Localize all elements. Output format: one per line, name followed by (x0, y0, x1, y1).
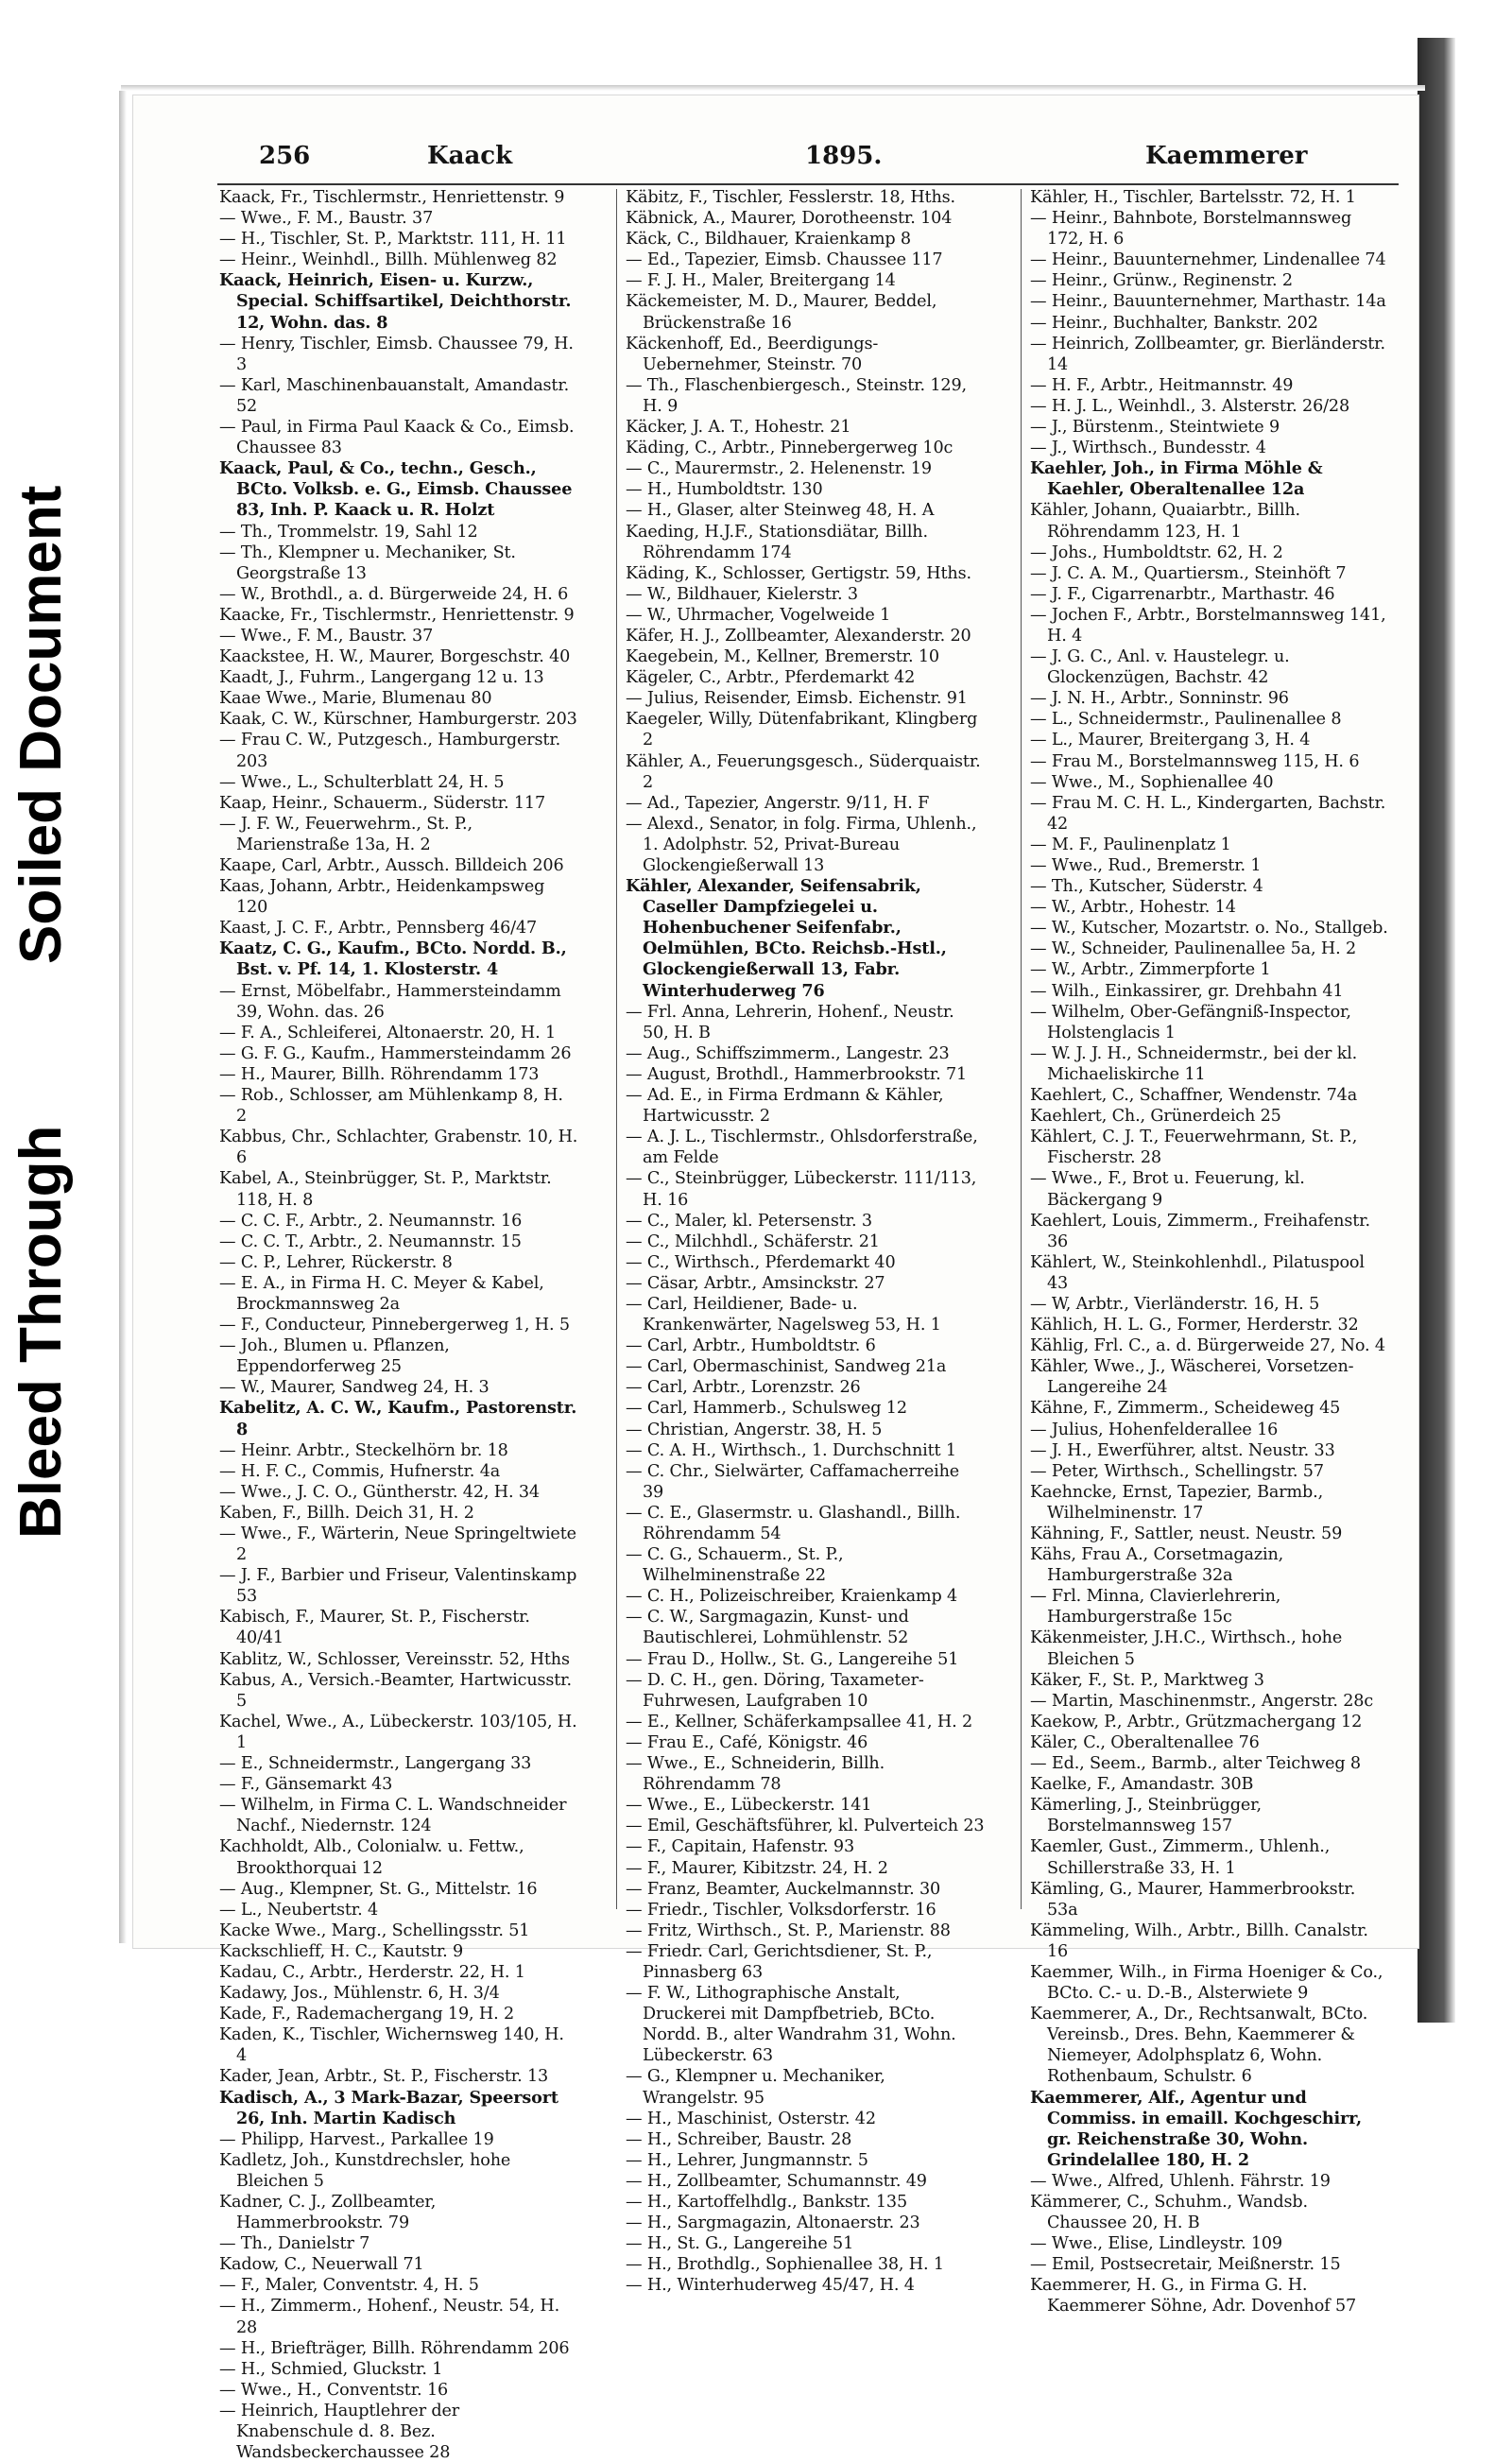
directory-entry: Kader, Jean, Arbtr., St. P., Fischerstr. 13 (219, 2067, 549, 2087)
directory-entry: — H., Zimmerm., Hohenf., Neustr. 54, H. 28 (219, 2297, 560, 2337)
directory-entry: Kadner, C. J., Zollbeamter, Hammerbrookstr. 79 (219, 2193, 437, 2233)
directory-entry: — H., Maschinist, Osterstr. 42 (626, 2109, 876, 2128)
directory-entry: — H., Glaser, alter Steinweg 48, H. A (626, 501, 935, 521)
directory-entry: Kähne, F., Zimmerm., Scheideweg 45 (1030, 1399, 1341, 1419)
directory-entry: — Heinr., Buchhalter, Bankstr. 202 (1030, 313, 1318, 333)
directory-entry: — Wwe., F. M., Baustr. 37 (219, 209, 434, 229)
directory-entry: — F., Maler, Conventstr. 4, H. 5 (219, 2276, 479, 2296)
directory-entry: — M. F., Paulinenplatz 1 (1030, 835, 1231, 854)
directory-entry: — J. F., Barbier und Friseur, Valentinskamp 53 (219, 1566, 577, 1607)
degradation-label (0, 485, 85, 1626)
directory-entry: — Heinr., Bauunternehmer, Lindenallee 74 (1030, 250, 1386, 270)
column-divider (1021, 189, 1022, 1909)
directory-entry: Kaehlert, C., Schaffner, Wendenstr. 74a (1030, 1086, 1358, 1106)
directory-entry: — C., Maurermstr., 2. Helenenstr. 19 (626, 459, 932, 479)
directory-entry: Kaape, Carl, Arbtr., Aussch. Billdeich 206 (219, 856, 564, 875)
scan-edge-left (119, 91, 127, 1943)
directory-entry: — Ed., Tapezier, Eimsb. Chaussee 117 (626, 250, 943, 270)
directory-entry: Kämerling, J., Steinbrügger, Borstelmannsweg 157 (1030, 1796, 1262, 1836)
directory-entry: Kadow, C., Neuerwall 71 (219, 2255, 424, 2275)
directory-entry: Kade, F., Rademachergang 19, H. 2 (219, 2005, 515, 2024)
directory-entry: — Emil, Geschäftsführer, kl. Pulverteich 23 (626, 1817, 985, 1836)
directory-entry: Kackschlieff, H. C., Kautstr. 9 (219, 1941, 464, 1961)
directory-entry: — Franz, Beamter, Auckelmannstr. 30 (626, 1879, 941, 1899)
directory-entry: — Cäsar, Arbtr., Amsinckstr. 27 (626, 1273, 885, 1293)
directory-entry: — Wilh., Einkassirer, gr. Drehbahn 41 (1030, 981, 1344, 1001)
directory-entry: Kaegebein, M., Kellner, Bremerstr. 10 (626, 647, 939, 667)
page-number: 256 (259, 142, 311, 170)
directory-entry: Kadisch, A., 3 Mark-Bazar, Speersort 26, Inh. Martin Kadisch (219, 2087, 558, 2128)
directory-entry: Kachel, Wwe., A., Lübeckerstr. 103/105, H. 1 (219, 1712, 577, 1752)
directory-entry: — Wwe., E., Lübeckerstr. 141 (626, 1796, 872, 1816)
directory-entry: Käfer, H. J., Zollbeamter, Alexanderstr. 20 (626, 626, 971, 646)
directory-entry: Kaast, J. C. F., Arbtr., Pennsberg 46/47 (219, 919, 538, 939)
directory-entry: — G., Klempner u. Mechaniker, Wrangelstr. 95 (626, 2067, 885, 2108)
directory-entry: — Th., Trommelstr. 19, Sahl 12 (219, 522, 478, 542)
directory-entry: — H., Kartoffelhdlg., Bankstr. 135 (626, 2193, 907, 2212)
degradation-label-part2: Soiled Document (9, 485, 74, 964)
header-year: 1895. (805, 142, 883, 170)
directory-entry: — W., Maurer, Sandweg 24, H. 3 (219, 1378, 490, 1398)
directory-entry: — H., Humboldtstr. 130 (626, 480, 823, 500)
header-left-word: Kaack (427, 142, 513, 170)
directory-entry: — Wwe., E., Schneiderin, Billh. Röhrendamm 78 (626, 1754, 885, 1795)
directory-entry: — Wwe., Alfred, Uhlenh. Fährstr. 19 (1030, 2171, 1331, 2191)
directory-entry: — H., Schreiber, Baustr. 28 (626, 2129, 852, 2149)
directory-entry: Kaack, Fr., Tischlermstr., Henriettenstr. 9 (219, 188, 565, 207)
directory-entry: Kaacke, Fr., Tischlermstr., Henriettenstr. 9 (219, 605, 575, 625)
directory-entry: Kaegeler, Willy, Dütenfabrikant, Klingberg 2 (626, 710, 978, 750)
directory-entry: Kaehlert, Louis, Zimmerm., Freihafenstr. 36 (1030, 1211, 1370, 1251)
directory-entry: — Carl, Obermaschinist, Sandweg 21a (626, 1357, 947, 1377)
directory-entry: — C. W., Sargmagazin, Kunst- und Bautischlerei, Lohmühlenstr. 52 (626, 1608, 909, 1648)
directory-entry: Kaae Wwe., Marie, Blumenau 80 (219, 689, 492, 709)
directory-entry: Käckenhoff, Ed., Beerdigungs-Uebernehmer, Steinstr. 70 (626, 334, 879, 374)
directory-entry: — H. J. L., Weinhdl., 3. Alsterstr. 26/28 (1030, 396, 1350, 416)
directory-entry: Kabel, A., Steinbrügger, St. P., Marktstr. 118, H. 8 (219, 1169, 552, 1210)
directory-entry: — J. F., Cigarrenarbtr., Marthastr. 46 (1030, 584, 1335, 604)
directory-entry: Kähler, Johann, Quaiarbtr., Billh. Röhrendamm 123, H. 1 (1030, 501, 1300, 542)
directory-entry: — Heinr. Arbtr., Steckelhörn br. 18 (219, 1440, 508, 1460)
directory-entry: — Heinr., Bahnbote, Borstelmannsweg 172, H. 6 (1030, 209, 1352, 250)
directory-entry: — W., Arbtr., Hohestr. 14 (1030, 898, 1236, 918)
directory-entry: Kählig, Frl. C., a. d. Bürgerweide 27, No. 4 (1030, 1336, 1385, 1356)
directory-entry: Kadau, C., Arbtr., Herderstr. 22, H. 1 (219, 1962, 525, 1982)
directory-entry: — H., Schmied, Gluckstr. 1 (219, 2359, 443, 2379)
directory-entry: Kähler, H., Tischler, Bartelsstr. 72, H. 1 (1030, 188, 1356, 207)
directory-entry: — Martin, Maschinenmstr., Angerstr. 28c (1030, 1691, 1374, 1711)
directory-entry: — J., Bürstenm., Steintwiete 9 (1030, 418, 1280, 438)
directory-entry: — H., Zollbeamter, Schumannstr. 49 (626, 2171, 927, 2191)
directory-entry: Kaelke, F., Amandastr. 30B (1030, 1775, 1254, 1795)
directory-entry: Kadawy, Jos., Mühlenstr. 6, H. 3/4 (219, 1984, 500, 2004)
directory-entry: — H., Sargmagazin, Altonaerstr. 23 (626, 2213, 920, 2233)
directory-entry: — C. C. T., Arbtr., 2. Neumannstr. 15 (219, 1232, 522, 1251)
directory-entry: — Frau D., Hollw., St. G., Langereihe 51 (626, 1649, 959, 1669)
directory-entry: — J. N. H., Arbtr., Sonninstr. 96 (1030, 689, 1289, 709)
directory-entry: — Heinr., Grünw., Reginenstr. 2 (1030, 271, 1293, 291)
directory-entry: — Frl. Anna, Lehrerin, Hohenf., Neustr. 50, H. B (626, 1002, 954, 1042)
directory-entry: — Wwe., F., Wärterin, Neue Springeltwiete 2 (219, 1524, 576, 1565)
directory-entry: Käler, C., Oberaltenallee 76 (1030, 1732, 1260, 1752)
directory-entry: — Frau C. W., Putzgesch., Hamburgerstr. 203 (219, 731, 561, 771)
directory-entry: Käbitz, F., Tischler, Fesslerstr. 18, Hths. (626, 188, 955, 207)
directory-entry: — H., Winterhuderweg 45/47, H. 4 (626, 2276, 915, 2296)
header-rule (217, 183, 1399, 185)
directory-entry: Käding, K., Schlosser, Gertigstr. 59, Hths. (626, 563, 971, 583)
directory-entry: Kähler, A., Feuerungsgesch., Süderquaistr. 2 (626, 751, 981, 792)
directory-entry: — Th., Danielstr 7 (219, 2234, 370, 2254)
directory-entry: — Heinr., Weinhdl., Billh. Mühlenweg 82 (219, 250, 558, 270)
directory-entry: — C., Wirthsch., Pferdemarkt 40 (626, 1252, 896, 1272)
directory-entry: Kähler, Alexander, Seifensabrik, Caseller Dampfziegelei u. Hohenbuchener Seifenfabr., Oelmühlen, BCto. Reichsb.-Hstl., Glockengießerwall 13, Fabr. Winterhuderweg 76 (626, 876, 947, 1001)
directory-entry: — C., Maler, kl. Petersenstr. 3 (626, 1211, 872, 1231)
directory-entry: — H. F. C., Commis, Hufnerstr. 4a (219, 1461, 501, 1481)
directory-entry: — W., Uhrmacher, Vogelweide 1 (626, 605, 891, 625)
directory-entry: Kaemler, Gust., Zimmerm., Uhlenh., Schillerstraße 33, H. 1 (1030, 1837, 1331, 1878)
directory-entry: Kählert, W., Steinkohlenhdl., Pilatuspool 43 (1030, 1252, 1365, 1293)
directory-entry: Käding, C., Arbtr., Pinnebergerweg 10c (626, 439, 954, 458)
directory-entry: — Friedr., Tischler, Volksdorferstr. 16 (626, 1900, 936, 1920)
directory-entry: — W., Brothdl., a. d. Bürgerweide 24, H. 6 (219, 584, 569, 604)
directory-entry: Kaemmer, Wilh., in Firma Hoeniger & Co., BCto. C.- u. D.-B., Alsterwiete 9 (1030, 1962, 1383, 2004)
directory-entry: Kaemmerer, Alf., Agentur und Commiss. in emaill. Kochgeschirr, gr. Reichenstraße 30, Wohn. Grindelallee 180, H. 2 (1030, 2087, 1362, 2170)
directory-entry: — C., Steinbrügger, Lübeckerstr. 111/113, H. 16 (626, 1169, 977, 1210)
directory-entry: — H., Maurer, Billh. Röhrendamm 173 (219, 1064, 540, 1084)
directory-entry: Kählert, C. J. T., Feuerwehrmann, St. P., Fischerstr. 28 (1030, 1128, 1358, 1168)
directory-entry: — Th., Kutscher, Süderstr. 4 (1030, 877, 1263, 897)
directory-entry: Kaadt, J., Fuhrm., Langergang 12 u. 13 (219, 668, 544, 688)
directory-entry: Kaackstee, H. W., Maurer, Borgeschstr. 40 (219, 647, 571, 667)
directory-entry: Kaeding, H.J.F., Stationsdiätar, Billh. Röhrendamm 174 (626, 522, 928, 562)
directory-entry: — H., Lehrer, Jungmannstr. 5 (626, 2150, 868, 2170)
directory-entry: — L., Neubertstr. 4 (219, 1900, 379, 1920)
directory-entry: — Peter, Wirthsch., Schellingstr. 57 (1030, 1461, 1324, 1481)
directory-entry: — G. F. G., Kaufm., Hammersteindamm 26 (219, 1043, 572, 1063)
directory-entry: Käkenmeister, J.H.C., Wirthsch., hohe Bleichen 5 (1030, 1628, 1343, 1669)
directory-entry: — Emil, Postsecretair, Meißnerstr. 15 (1030, 2255, 1341, 2275)
directory-entry: — Wwe., L., Schulterblatt 24, H. 5 (219, 772, 505, 792)
directory-column-1 (219, 187, 578, 2463)
directory-entry: — Johs., Humboldtstr. 62, H. 2 (1030, 543, 1283, 562)
directory-entry: Kaak, C. W., Kürschner, Hamburgerstr. 203 (219, 710, 577, 730)
directory-entry: — Karl, Maschinenbauanstalt, Amandastr. 52 (219, 375, 570, 416)
directory-entry: Kaas, Johann, Arbtr., Heidenkampsweg 120 (219, 877, 545, 918)
directory-entry: Kähler, Wwe., J., Wäscherei, Vorsetzen-Langereihe 24 (1030, 1357, 1354, 1398)
directory-entry: Kägeler, C., Arbtr., Pferdemarkt 42 (626, 668, 916, 688)
directory-entry: — Wwe., H., Conventstr. 16 (219, 2380, 449, 2400)
directory-entry: — Wwe., J. C. O., Güntherstr. 42, H. 34 (219, 1482, 540, 1502)
directory-entry: — C. P., Lehrer, Rückerstr. 8 (219, 1252, 453, 1272)
directory-entry: — Carl, Heildiener, Bade- u. Krankenwärter, Nagelsweg 53, H. 1 (626, 1294, 941, 1335)
directory-entry: Kabelitz, A. C. W., Kaufm., Pastorenstr. 8 (219, 1398, 577, 1439)
directory-entry: — J. C. A. M., Quartiersm., Steinhöft 7 (1030, 563, 1347, 583)
directory-entry: — C. Chr., Sielwärter, Caffamacherreihe 39 (626, 1461, 960, 1502)
directory-entry: — D. C. H., gen. Döring, Taxameter-Fuhrwesen, Laufgraben 10 (626, 1670, 924, 1711)
directory-entry: — C. H., Polizeischreiber, Kraienkamp 4 (626, 1587, 958, 1607)
directory-entry: — Ed., Seem., Barmb., alter Teichweg 8 (1030, 1754, 1361, 1774)
directory-entry: Kaehlert, Ch., Grünerdeich 25 (1030, 1107, 1281, 1127)
directory-entry: — F. W., Lithographische Anstalt, Druckerei mit Dampfbetrieb, BCto. Nordd. B., alter Wandrahm 31, Wohn. Lübeckerstr. 63 (626, 1984, 956, 2066)
directory-entry: Käker, F., St. P., Marktweg 3 (1030, 1670, 1264, 1690)
directory-entry: — Frau E., Café, Königstr. 46 (626, 1732, 868, 1752)
directory-entry: — Jochen F., Arbtr., Borstelmannsweg 141, H. 4 (1030, 605, 1386, 646)
directory-entry: — Paul, in Firma Paul Kaack & Co., Eimsb. Chaussee 83 (219, 418, 575, 458)
directory-entry: Kadletz, Joh., Kunstdrechsler, hohe Bleichen 5 (219, 2150, 511, 2191)
degradation-label-part1: Bleed Through (9, 1125, 74, 1539)
directory-entry: — Wwe., Rud., Bremerstr. 1 (1030, 856, 1262, 875)
directory-entry: Kaekow, P., Arbtr., Grützmachergang 12 (1030, 1712, 1363, 1731)
directory-entry: — H., Tischler, St. P., Marktstr. 111, H. 11 (219, 230, 567, 250)
directory-entry: Kaden, K., Tischler, Wichernsweg 140, H. 4 (219, 2025, 564, 2066)
directory-entry: — Alexd., Senator, in folg. Firma, Uhlenh., 1. Adolphstr. 52, Privat-Bureau Glockengießerwall 13 (626, 814, 977, 875)
directory-entry: — E., Schneidermstr., Langergang 33 (219, 1754, 532, 1774)
directory-entry: — E., Kellner, Schäferkampsallee 41, H. 2 (626, 1712, 973, 1731)
directory-entry: — Christian, Angerstr. 38, H. 5 (626, 1420, 883, 1439)
directory-entry: Kachholdt, Alb., Colonialw. u. Fettw., Brookthorquai 12 (219, 1837, 524, 1878)
directory-entry: Kämmerer, C., Schuhm., Wandsb. Chaussee 20, H. B (1030, 2193, 1308, 2233)
directory-entry: Kaack, Heinrich, Eisen- u. Kurzw., Special. Schiffsartikel, Deichthorstr. 12, Wohn. das. 8 (219, 270, 572, 333)
header-right-word: Kaemmerer (1145, 142, 1308, 170)
directory-entry: — J. H., Ewerführer, altst. Neustr. 33 (1030, 1440, 1335, 1460)
directory-entry: — Philipp, Harvest., Parkallee 19 (219, 2129, 494, 2149)
scan-edge-top (121, 85, 1425, 91)
directory-entry: Kämmeling, Wilh., Arbtr., Billh. Canalstr. 16 (1030, 1920, 1368, 1961)
directory-entry: — Henry, Tischler, Eimsb. Chaussee 79, H. 3 (219, 334, 574, 374)
directory-entry: — Rob., Schlosser, am Mühlenkamp 8, H. 2 (219, 1086, 563, 1127)
directory-entry: — C. E., Glasermstr. u. Glashandl., Billh. Röhrendamm 54 (626, 1503, 961, 1543)
page-header (125, 142, 1429, 185)
directory-entry: — C., Milchhdl., Schäferstr. 21 (626, 1232, 880, 1251)
directory-entry: — F., Maurer, Kibitzstr. 24, H. 2 (626, 1858, 888, 1878)
directory-entry: — Aug., Klempner, St. G., Mittelstr. 16 (219, 1879, 538, 1899)
directory-entry: Kabbus, Chr., Schlachter, Grabenstr. 10, H. 6 (219, 1128, 578, 1168)
directory-entry: — Ad., Tapezier, Angerstr. 9/11, H. F (626, 793, 930, 813)
directory-entry: — J. G. C., Anl. v. Haustelegr. u. Glockenzügen, Bachstr. 42 (1030, 647, 1290, 688)
directory-entry: — H., Brothdlg., Sophienallee 38, H. 1 (626, 2255, 944, 2275)
directory-entry: — Wwe., Elise, Lindleystr. 109 (1030, 2234, 1282, 2254)
directory-entry: Käck, C., Bildhauer, Kraienkamp 8 (626, 230, 911, 250)
directory-entry: — C. C. F., Arbtr., 2. Neumannstr. 16 (219, 1211, 523, 1231)
directory-entry: Käbnick, A., Maurer, Dorotheenstr. 104 (626, 209, 953, 229)
directory-entry: — Wilhelm, Ober-Gefängniß-Inspector, Holstenglacis 1 (1030, 1002, 1351, 1042)
directory-entry: — W. J. J. H., Schneidermstr., bei der kl. Michaeliskirche 11 (1030, 1043, 1358, 1084)
directory-entry: Kähs, Frau A., Corsetmagazin, Hamburgerstraße 32a (1030, 1545, 1284, 1586)
directory-entry: — August, Brothdl., Hammerbrookstr. 71 (626, 1064, 968, 1084)
directory-entry: — H., St. G., Langereihe 51 (626, 2234, 854, 2254)
directory-entry: — L., Maurer, Breitergang 3, H. 4 (1030, 731, 1311, 750)
scan-shadow-right (1418, 38, 1455, 2023)
directory-entry: Kämling, G., Maurer, Hammerbrookstr. 53a (1030, 1879, 1356, 1920)
directory-entry: — Joh., Blumen u. Pflanzen, Eppendorferweg 25 (219, 1336, 450, 1377)
directory-entry: — Wwe., M., Sophienallee 40 (1030, 772, 1274, 792)
directory-entry: — Th., Klempner u. Mechaniker, St. Georgstraße 13 (219, 543, 516, 583)
directory-entry: — F., Conducteur, Pinnebergerweg 1, H. 5 (219, 1316, 570, 1335)
directory-entry: — Th., Flaschenbiergesch., Steinstr. 129, H. 9 (626, 375, 967, 416)
directory-entry: — W., Bildhauer, Kielerstr. 3 (626, 584, 858, 604)
directory-entry: — W., Arbtr., Zimmerpforte 1 (1030, 960, 1271, 980)
directory-entry: Kaben, F., Billh. Deich 31, H. 2 (219, 1503, 474, 1523)
directory-entry: — Julius, Hohenfelderallee 16 (1030, 1420, 1279, 1439)
directory-entry: Kaehler, Joh., in Firma Möhle & Kaehler, Oberaltenallee 12a (1030, 458, 1323, 500)
directory-entry: — A. J. L., Tischlermstr., Ohlsdorferstraße, am Felde (626, 1128, 978, 1168)
directory-entry: — Wwe., F. M., Baustr. 37 (219, 626, 434, 646)
directory-entry: — Heinrich, Hauptlehrer der Knabenschule d. 8. Bez. Wandsbeckerchaussee 28 (219, 2401, 460, 2463)
directory-entry: — Ad. E., in Firma Erdmann & Kähler, Hartwicusstr. 2 (626, 1086, 944, 1127)
directory-entry: — W., Schneider, Paulinenallee 5a, H. 2 (1030, 939, 1357, 959)
directory-entry: Kählich, H. L. G., Former, Herderstr. 32 (1030, 1316, 1359, 1335)
directory-entry: — C. G., Schauerm., St. P., Wilhelminenstraße 22 (626, 1545, 844, 1586)
directory-entry: — C. A. H., Wirthsch., 1. Durchschnitt 1 (626, 1440, 956, 1460)
directory-entry: — Heinr., Bauunternehmer, Marthastr. 14a (1030, 292, 1386, 312)
directory-entry: Kaehncke, Ernst, Tapezier, Barmb., Wilhelminenstr. 17 (1030, 1482, 1324, 1523)
directory-entry: — Frau M., Borstelmannsweg 115, H. 6 (1030, 751, 1360, 771)
directory-entry: — H. F., Arbtr., Heitmannstr. 49 (1030, 375, 1294, 395)
directory-entry: — Frau M. C. H. L., Kindergarten, Bachstr. 42 (1030, 793, 1386, 834)
directory-entry: Käckemeister, M. D., Maurer, Beddel, Brückenstraße 16 (626, 292, 937, 333)
directory-entry: — W, Arbtr., Vierländerstr. 16, H. 5 (1030, 1294, 1320, 1314)
directory-entry: — Aug., Schiffszimmerm., Langestr. 23 (626, 1043, 950, 1063)
directory-entry: — J. F. W., Feuerwehrm., St. P., Marienstraße 13a, H. 2 (219, 814, 472, 854)
directory-entry: — Fritz, Wirthsch., St. P., Marienstr. 88 (626, 1920, 951, 1940)
directory-entry: — H., Briefträger, Billh. Röhrendamm 206 (219, 2338, 570, 2358)
directory-entry: Kablitz, W., Schlosser, Vereinsstr. 52, Hths (219, 1649, 570, 1669)
column-divider (616, 189, 617, 1909)
directory-entry: Käcker, J. A. T., Hohestr. 21 (626, 418, 851, 438)
directory-entry: — Ernst, Möbelfabr., Hammersteindamm 39, Wohn. das. 26 (219, 981, 561, 1022)
directory-entry: — Julius, Reisender, Eimsb. Eichenstr. 91 (626, 689, 968, 709)
directory-entry: Kabisch, F., Maurer, St. P., Fischerstr. 40/41 (219, 1608, 530, 1648)
directory-entry: Kaatz, C. G., Kaufm., BCto. Nordd. B., Bst. v. Pf. 14, 1. Klosterstr. 4 (219, 939, 567, 980)
directory-entry: — Frl. Minna, Clavierlehrerin, Hamburgerstraße 15c (1030, 1587, 1281, 1628)
directory-entry: — Heinrich, Zollbeamter, gr. Bierländerstr. 14 (1030, 334, 1385, 374)
directory-entry: — Carl, Arbtr., Humboldtstr. 6 (626, 1336, 876, 1356)
directory-entry: Kaap, Heinr., Schauerm., Süderstr. 117 (219, 793, 545, 813)
directory-column-3 (1030, 187, 1389, 2317)
directory-entry: — J., Wirthsch., Bundesstr. 4 (1030, 439, 1266, 458)
directory-entry: — F. J. H., Maler, Breitergang 14 (626, 271, 896, 291)
directory-entry: — F., Gänsemarkt 43 (219, 1775, 393, 1795)
directory-entry: — Wilhelm, in Firma C. L. Wandschneider Nachf., Niedernstr. 124 (219, 1796, 567, 1836)
directory-entry: — F., Capitain, Hafenstr. 93 (626, 1837, 855, 1857)
directory-entry: — Carl, Hammerb., Schulsweg 12 (626, 1399, 907, 1419)
directory-entry: — Friedr. Carl, Gerichtsdiener, St. P., Pinnasberg 63 (626, 1941, 933, 1982)
directory-entry: Kähning, F., Sattler, neust. Neustr. 59 (1030, 1524, 1343, 1543)
directory-entry: Kaemmerer, H. G., in Firma G. H. Kaemmerer Söhne, Adr. Dovenhof 57 (1030, 2276, 1357, 2317)
directory-column-2 (626, 187, 985, 2296)
directory-entry: Kabus, A., Versich.-Beamter, Hartwicusstr. 5 (219, 1670, 572, 1711)
directory-entry: Kacke Wwe., Marg., Schellingsstr. 51 (219, 1920, 530, 1940)
directory-entry: — L., Schneidermstr., Paulinenallee 8 (1030, 710, 1342, 730)
directory-entry: Kaemmerer, A., Dr., Rechtsanwalt, BCto. Vereinsb., Dres. Behn, Kaemmerer & Niemeyer, Adolphsplatz 6, Wohn. Rothenbaum, Schulstr. 6 (1030, 2005, 1368, 2087)
directory-entry: Kaack, Paul, & Co., techn., Gesch., BCto. Volksb. e. G., Eimsb. Chaussee 83, Inh. P. Kaack u. R. Holzt (219, 458, 573, 521)
directory-entry: — Wwe., F., Brot u. Feuerung, kl. Bäckergang 9 (1030, 1169, 1305, 1210)
directory-entry: — E. A., in Firma H. C. Meyer & Kabel, Brockmannsweg 2a (219, 1273, 544, 1314)
directory-entry: — F. A., Schleiferei, Altonaerstr. 20, H. 1 (219, 1023, 557, 1042)
directory-entry: — Carl, Arbtr., Lorenzstr. 26 (626, 1378, 861, 1398)
directory-entry: — W., Kutscher, Mozartstr. o. No., Stallgeb. (1030, 919, 1388, 939)
